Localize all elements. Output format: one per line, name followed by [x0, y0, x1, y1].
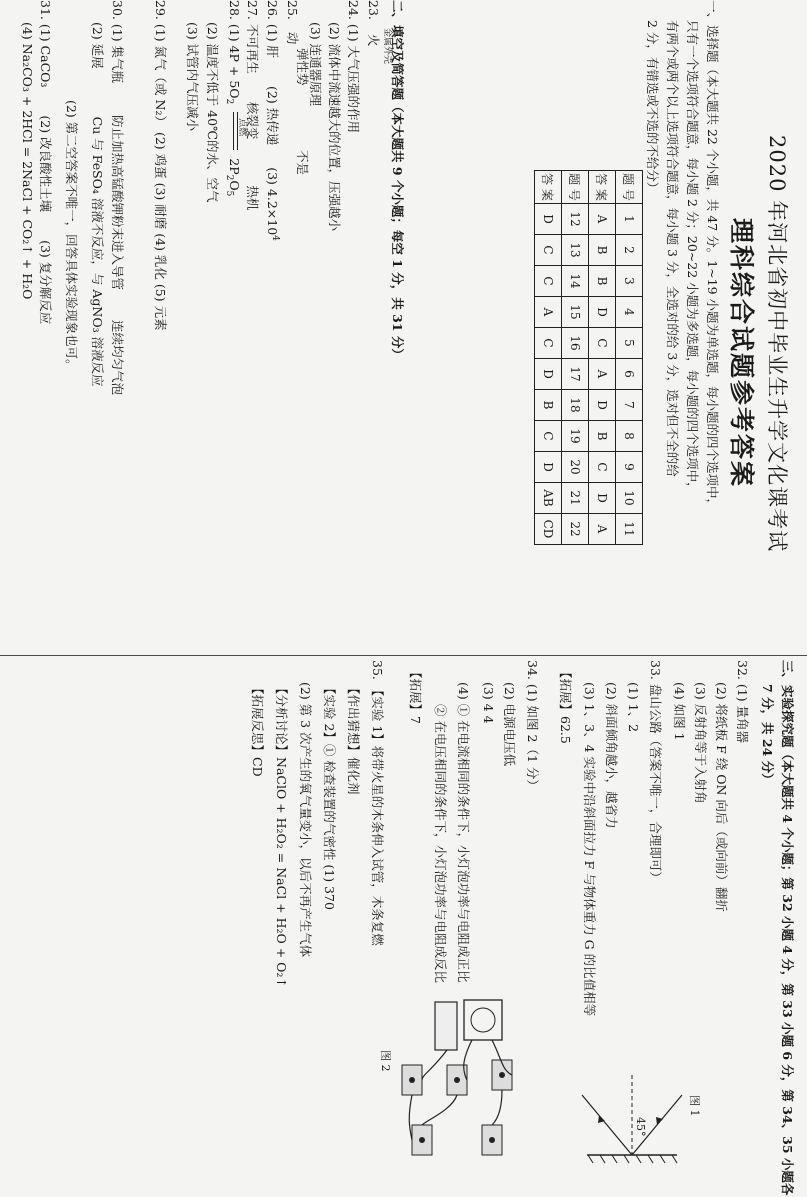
q34-4a: (4) ① 在电流相同的条件下，小灯泡功率与电阻成正比 — [456, 682, 471, 983]
table-cell: B — [589, 235, 616, 266]
table-cell: 11 — [616, 514, 643, 545]
section1-intro-line3: 有两个或两个以上选项符合题意，每小题 3 分，全选对的给 3 分，选对但不全的给 — [665, 20, 680, 477]
q33-2: (2) 斜面倾角越小，越省力 — [604, 682, 619, 829]
q33-3: (3) 1、3、4 实验中沿斜面拉力 F 与物体重力 G 的比值相等 — [582, 682, 597, 1017]
q32-4: (4) 如图 1 — [672, 682, 687, 741]
q28-1b: 2 — [224, 98, 234, 105]
table-cell: 答 案 — [535, 171, 562, 204]
q33-num: 33. — [648, 660, 663, 680]
q28-num: 28. — [227, 0, 242, 20]
q27-num: 27. — [245, 0, 260, 20]
table-cell: CD — [535, 514, 562, 545]
table-cell: 19 — [562, 421, 589, 452]
q24-2: (2) 流体中流速越大的位置，压强越小 — [327, 22, 342, 232]
q35-d: (2) 第 3 次产生的氧气量变小，以后不再产生气体 — [298, 682, 313, 958]
table-cell: D — [589, 297, 616, 328]
section1-intro-line4: 2 分，有错选或不选的不给分） — [645, 20, 660, 195]
table-cell: 12 — [562, 204, 589, 235]
q31 — [37, 0, 55, 324]
q27-c: 热机 — [245, 185, 260, 211]
q34-num: 34. — [525, 660, 540, 680]
q26-exp: 4 — [270, 235, 280, 241]
q34-ext: 【拓展】7 — [408, 666, 423, 724]
table-cell: C — [535, 266, 562, 297]
table-cell: D — [535, 204, 562, 235]
table-cell: D — [589, 483, 616, 514]
q28-3: (3) 试管内气压减小 — [185, 22, 200, 132]
table-cell: C — [589, 328, 616, 359]
q26-b: (2) 热传递 — [265, 86, 280, 146]
q25-b: 弹性势 — [295, 48, 310, 86]
q28-1c: 点燃 — [237, 118, 247, 137]
q32 — [734, 660, 752, 743]
q35-b: 【作出猜想】催化剂 — [346, 682, 361, 795]
circuit-diagram — [382, 990, 522, 1170]
q23-answer-a: 火 — [366, 33, 381, 47]
table-cell: 题 号 — [616, 171, 643, 204]
q28 — [224, 0, 247, 197]
q35 — [369, 660, 387, 946]
q30-2 — [89, 22, 107, 387]
q32-2: (2) 将纸板 F 绕 ON 向后（或向前）翻折 — [714, 682, 729, 912]
table-row — [562, 171, 589, 545]
q33-a: 盘山公路（答案不唯一，合理即可） — [648, 683, 663, 884]
table-cell: 题 号 — [562, 171, 589, 204]
section1-intro-line1: 一、选择题（本大题共 22 个小题，共 47 分。1~19 小题为单选题，每小题的四个选项中， — [705, 0, 720, 512]
table-cell: C — [589, 452, 616, 483]
q31-1: (1) CaCO₃ — [38, 23, 53, 88]
q30-1b: 防止加热高锰酸钾粉末进入导管 — [110, 115, 125, 291]
table-cell: A — [589, 514, 616, 545]
q23-answer-b: 金属外壳 — [382, 28, 392, 65]
q23-num: 23. — [366, 0, 381, 20]
table-cell: B — [589, 421, 616, 452]
q25 — [284, 0, 310, 176]
table-cell: 18 — [562, 390, 589, 421]
q28-1a: (1) 4P + 5O — [227, 23, 242, 99]
q31-2: (2) 改良酸性土壤 — [38, 115, 53, 213]
q35-e: 【分析讨论】NaClO + H₂O₂ = NaCl + H₂O + O₂↑ — [274, 682, 289, 988]
table-cell: A — [589, 204, 616, 235]
table-cell: 15 — [562, 297, 589, 328]
q24-1: (1) 大气压强的作用 — [346, 23, 361, 134]
q34-1: (1) 如图 2（1 分） — [525, 683, 540, 792]
table-cell: AB — [535, 483, 562, 514]
q28-2: (2) 温度不低于 40℃的水、空气 — [205, 22, 220, 203]
table-cell: 答 案 — [589, 171, 616, 204]
figure-2 — [379, 990, 522, 1170]
q30 — [109, 0, 127, 395]
table-cell: C — [535, 328, 562, 359]
reflection-diagram — [577, 1055, 687, 1170]
q33-ext: 【拓展】62.5 — [558, 666, 573, 744]
q35-num: 35. — [370, 660, 385, 680]
section1-intro — [642, 0, 722, 545]
answer-key-title: 理科综合试题参考答案 — [727, 218, 756, 489]
q34-2: (2) 电源电压低 — [502, 682, 517, 767]
table-cell: A — [535, 297, 562, 328]
q26 — [264, 0, 282, 241]
q30-1c: 连续均匀气泡 — [110, 320, 125, 396]
table-cell: D — [535, 452, 562, 483]
q27 — [244, 0, 262, 210]
table-cell: 14 — [562, 266, 589, 297]
q32-3: (3) 反射角等于入射角 — [693, 682, 708, 804]
table-cell: 4 — [616, 297, 643, 328]
q32-num: 32. — [735, 660, 750, 680]
q31-num: 31. — [38, 0, 53, 20]
section1-intro-line2: 只有一个选项符合题意，每小题 2 分；20~22 小题为多选题，每小题的四个选项中， — [685, 20, 700, 495]
table-row — [616, 171, 643, 545]
table-cell: 16 — [562, 328, 589, 359]
q30-2a: (2) 延展 — [90, 22, 105, 69]
q31-3: (3) 复分解反应 — [38, 240, 53, 325]
q27-a: 不可再生 — [245, 23, 260, 74]
fold-line — [0, 655, 807, 656]
q34-4b: ② 在电压相同的条件下，小灯泡功率与电阻成反比 — [433, 704, 448, 983]
table-cell: 20 — [562, 452, 589, 483]
table-cell: 10 — [616, 483, 643, 514]
q28-1f: O — [227, 180, 242, 191]
table-row — [589, 171, 616, 545]
q30-note: (2) 第二空答案不唯一，回答具体实验现象也可。 — [64, 100, 79, 372]
table-cell: 22 — [562, 514, 589, 545]
reaction-arrow — [233, 112, 247, 150]
answer-table — [534, 170, 643, 545]
table-cell: 2 — [616, 235, 643, 266]
q28-1g: 5 — [224, 190, 234, 197]
q33 — [647, 660, 665, 884]
q31-4: (4) Na₂CO₃ + 2HCl = 2NaCl + CO₂↑ + H₂O — [20, 22, 35, 300]
q34 — [524, 660, 542, 792]
table-cell: 9 — [616, 452, 643, 483]
q32-1: (1) 量角器 — [735, 683, 750, 744]
q26-c: (3) 4.2×10 — [265, 167, 280, 236]
q35-f: 【拓展反思】CD — [250, 682, 265, 777]
q23 — [365, 0, 392, 65]
q35-c: 【实验 2】① 检查装置的气密性 (1) 370 — [322, 682, 337, 910]
table-cell: 6 — [616, 359, 643, 390]
q24-3: (3) 连通器原理 — [308, 22, 323, 107]
table-cell: B — [535, 390, 562, 421]
fig2-label: 图 2 — [379, 1050, 392, 1072]
q24 — [345, 0, 363, 133]
table-cell: 3 — [616, 266, 643, 297]
q25-c: 不是 — [295, 150, 310, 176]
table-cell: 7 — [616, 390, 643, 421]
table-cell: D — [589, 390, 616, 421]
table-cell: 1 — [616, 204, 643, 235]
table-cell: C — [535, 421, 562, 452]
q30-num: 30. — [110, 0, 125, 20]
q35-a: 【实验 1】将带火星的木条伸入试管，木条复燃 — [370, 683, 385, 946]
right-half — [0, 660, 807, 1197]
table-cell: D — [535, 359, 562, 390]
q29-answers: (1) 氮气（或 N₂） (2) 鸡蛋 (3) 耐磨 (4) 乳化 (5) 元素 — [153, 23, 168, 331]
table-cell: 8 — [616, 421, 643, 452]
q34-3: (3) 4 4 — [481, 682, 496, 724]
table-cell: 13 — [562, 235, 589, 266]
fig1-label: 图 1 — [688, 1095, 701, 1117]
q29 — [152, 0, 170, 331]
figure-1 — [577, 1055, 701, 1170]
q28-1e: 2 — [224, 174, 234, 181]
q29-num: 29. — [153, 0, 168, 20]
q30-2b: Cu 与 FeSO₄ 溶液不反应，与 AgNO₃ 溶液反应 — [90, 116, 105, 387]
section3-heading-2: 7 分，共 24 分） — [760, 684, 775, 786]
q33-1: (1) 1、2 — [626, 682, 641, 733]
q27-b: 核裂变 — [245, 101, 260, 140]
q25-num: 25. — [285, 0, 300, 20]
q30-1a: (1) 集气瓶 — [110, 23, 125, 84]
table-cell: C — [535, 235, 562, 266]
q25-a: 动 — [285, 31, 300, 45]
table-row — [535, 171, 562, 545]
q28-1d: 2P — [227, 158, 242, 175]
fig1-angle: 45° — [634, 1117, 647, 1137]
table-cell: 21 — [562, 483, 589, 514]
section2-heading: 二、填空及简答题（本大题共 9 个小题；每空 1 分，共 31 分） — [390, 0, 405, 361]
table-cell: 5 — [616, 328, 643, 359]
exam-title: 2020 年河北省初中毕业生升学文化课考试 — [765, 135, 789, 553]
table-cell: A — [589, 359, 616, 390]
table-cell: 17 — [562, 359, 589, 390]
q24-num: 24. — [346, 0, 361, 20]
section3-heading-1: 三、实验探究题（本大题共 4 个小题；第 32 小题 4 分，第 33 小题 6 分，第 34、35 小题各 — [780, 660, 795, 1196]
q26-a: (1) 肝 — [265, 23, 280, 59]
q26-num: 26. — [265, 0, 280, 20]
table-cell: B — [589, 266, 616, 297]
